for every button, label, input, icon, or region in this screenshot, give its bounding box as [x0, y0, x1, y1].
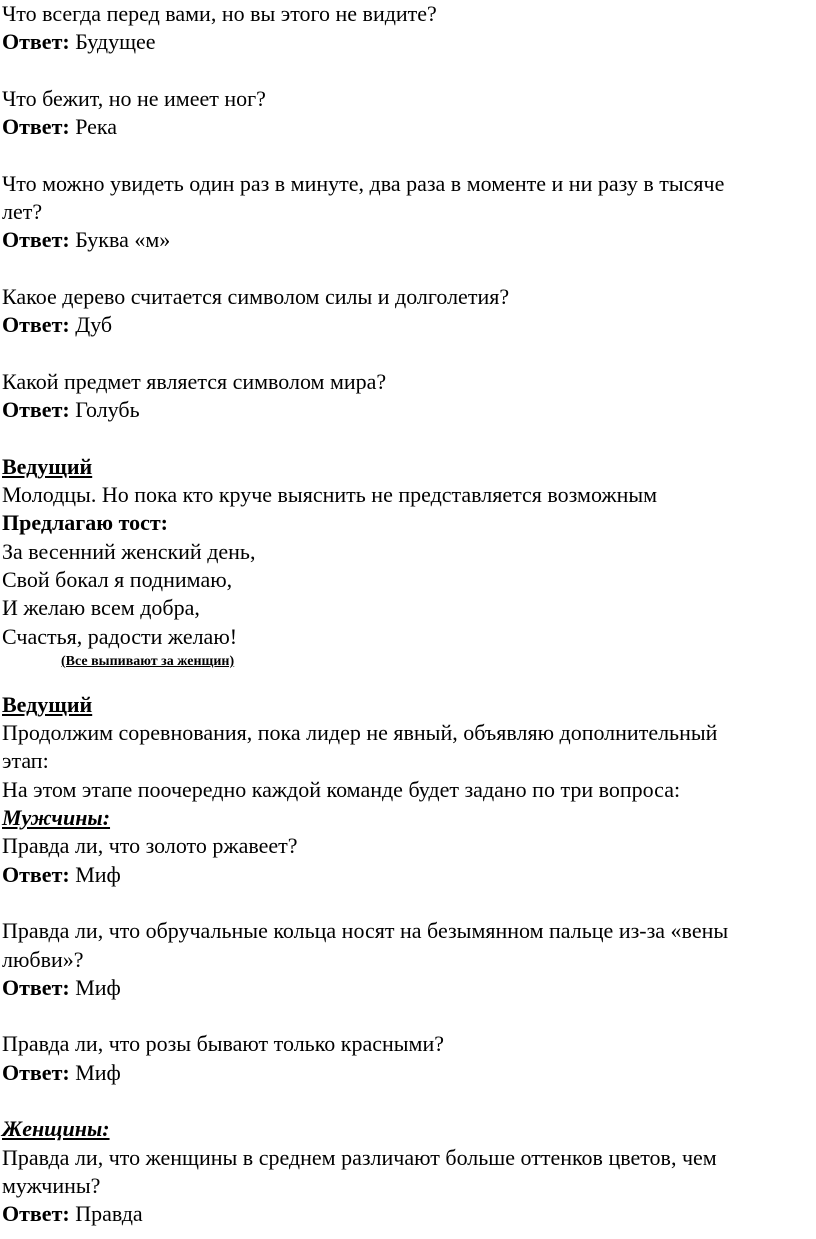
riddle-question: Что бежит, но не имеет ног?	[2, 85, 266, 111]
host-speech: этап:	[2, 748, 49, 774]
riddle-question: Что всегда перед вами, но вы этого не видите?	[2, 1, 437, 26]
men-answer	[2, 1059, 812, 1087]
host-speech: Продолжим соревнования, пока лидер не явный, объявляю дополнительный	[2, 720, 718, 746]
women-heading: Женщины:	[2, 1116, 110, 1142]
answer-text: Миф	[75, 861, 121, 887]
toast-line: И желаю всем добра,	[2, 595, 200, 621]
answer-text: Будущее	[75, 29, 156, 55]
stage-direction: (Все выпивают за женщин)	[61, 653, 235, 669]
answer-label: Ответ:	[2, 114, 70, 140]
host-speech: Молодцы. Но пока кто круче выяснить не представляется возможным	[2, 482, 658, 508]
riddle-answer	[2, 113, 812, 141]
men-heading: Мужчины:	[2, 805, 111, 831]
answer-label: Ответ:	[2, 1059, 70, 1085]
answer-text: Миф	[75, 1059, 121, 1085]
document-page	[2, 0, 812, 1228]
host-heading: Ведущий	[2, 691, 93, 717]
men-answer	[2, 861, 812, 889]
answer-text: Миф	[75, 974, 121, 1000]
men-question: Правда ли, что обручальные кольца носят на безымянном пальце из-за «вены	[2, 918, 729, 944]
toast-line: Свой бокал я поднимаю,	[2, 566, 233, 592]
riddle-question-cont: лет?	[2, 199, 43, 225]
toast-line: Счастья, радости желаю!	[2, 623, 238, 649]
riddle-answer	[2, 28, 812, 56]
women-answer	[2, 1200, 812, 1228]
answer-text: Река	[75, 114, 118, 140]
answer-text: Голубь	[75, 397, 140, 423]
riddle-answer	[2, 311, 812, 339]
riddle-answer	[2, 396, 812, 424]
riddle-question: Какое дерево считается символом силы и долголетия?	[2, 283, 510, 309]
answer-label: Ответ:	[2, 29, 70, 55]
women-question-cont: мужчины?	[2, 1172, 101, 1198]
riddle-question: Какой предмет является символом мира?	[2, 368, 387, 394]
men-question-cont: любви»?	[2, 946, 84, 972]
host-heading: Ведущий	[2, 453, 93, 479]
answer-label: Ответ:	[2, 974, 70, 1000]
women-question: Правда ли, что женщины в среднем различают больше оттенков цветов, чем	[2, 1144, 717, 1170]
answer-text: Правда	[75, 1201, 143, 1227]
toast-heading: Предлагаю тост:	[2, 510, 169, 536]
answer-text: Дуб	[75, 312, 113, 338]
men-question: Правда ли, что золото ржавеет?	[2, 833, 298, 859]
men-answer	[2, 974, 812, 1002]
riddle-answer	[2, 226, 812, 254]
men-question: Правда ли, что розы бывают только красными?	[2, 1031, 445, 1057]
answer-label: Ответ:	[2, 312, 70, 338]
host-speech: На этом этапе поочередно каждой команде будет задано по три вопроса:	[2, 776, 681, 802]
toast-line: За весенний женский день,	[2, 538, 256, 564]
answer-label: Ответ:	[2, 227, 70, 253]
answer-text: Буква «м»	[75, 227, 171, 253]
answer-label: Ответ:	[2, 861, 70, 887]
riddle-question: Что можно увидеть один раз в минуте, два раза в моменте и ни разу в тысяче	[2, 170, 725, 196]
answer-label: Ответ:	[2, 1201, 70, 1227]
answer-label: Ответ:	[2, 397, 70, 423]
